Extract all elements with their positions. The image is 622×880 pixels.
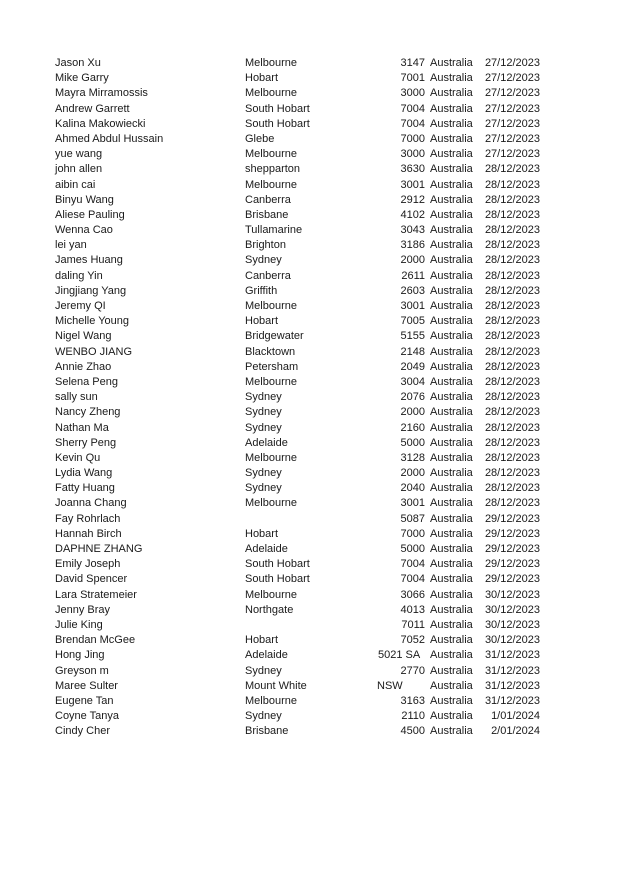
city-cell: Melbourne [245,148,297,161]
city-cell: Hobart [245,315,279,328]
name-cell: Emily Joseph [55,558,121,571]
country-cell: Australia [430,588,473,601]
name-cell: Mayra Mirramossis [55,87,148,100]
postcode-cell: 3001 [400,300,425,312]
table-row [0,360,622,375]
postcode-cell: 5021 SA [378,649,421,662]
table-row [0,451,622,466]
city-cell: Canberra [245,193,291,206]
date-cell: 29/12/2023 [484,558,540,571]
city-cell: Canberra [245,269,291,282]
table-row [0,603,622,618]
postcode-cell: 3630 [400,163,425,176]
date-cell: 28/12/2023 [484,284,540,297]
postcode-cell: 2912 [400,193,425,206]
table-row [0,329,622,344]
name-cell: Coyne Tanya [55,710,120,723]
postcode-cell: 5000 [400,436,425,449]
postcode-cell: 7005 [400,315,425,328]
postcode-cell: 5000 [400,543,425,555]
name-cell: Selena Peng [55,375,118,388]
country-cell: Australia [430,451,473,464]
country-cell: Australia [430,573,473,586]
country-cell: Australia [430,284,473,297]
table-row [0,117,622,132]
name-cell: James Huang [55,254,123,267]
country-cell: Australia [430,345,473,358]
city-cell: Melbourne [245,588,297,601]
city-cell: Brisbane [245,208,289,221]
date-cell: 30/12/2023 [484,618,540,631]
postcode-cell: 2148 [400,345,425,358]
city-cell: Glebe [245,132,275,145]
date-cell: 28/12/2023 [484,239,540,252]
table-row [0,193,622,208]
city-cell: Sydney [245,710,282,723]
country-cell: Australia [430,694,473,707]
name-cell: Jenny Bray [55,603,111,616]
table-row [0,132,622,147]
name-cell: Jason Xu [55,57,101,69]
date-cell: 31/12/2023 [484,679,540,692]
date-cell: 29/12/2023 [484,573,540,586]
city-cell: Sydney [245,467,282,480]
table-row [0,709,622,724]
country-cell: Australia [430,87,473,100]
name-cell: Kevin Qu [55,451,101,464]
date-cell: 29/12/2023 [484,512,540,525]
postcode-cell: 7001 [400,72,425,85]
table-row [0,633,622,648]
postcode-cell: 3163 [400,694,425,707]
name-cell: Maree Sulter [55,679,118,692]
city-cell: Melbourne [245,87,297,100]
date-cell: 28/12/2023 [484,391,540,404]
postcode-cell: 3004 [400,375,425,388]
date-cell: 27/12/2023 [484,117,540,130]
date-cell: 29/12/2023 [484,543,540,555]
postcode-cell: 3147 [400,57,425,69]
table-row [0,390,622,405]
country-cell: Australia [430,467,473,480]
name-cell: Binyu Wang [55,193,114,206]
name-cell: Nathan Ma [55,421,109,434]
date-cell: 27/12/2023 [484,87,540,100]
name-cell: Jingjiang Yang [55,284,127,297]
table-row [0,405,622,420]
postcode-cell: 2040 [400,482,425,495]
date-cell: 28/12/2023 [484,436,540,449]
name-cell: daling Yin [55,269,103,282]
date-cell: 28/12/2023 [484,345,540,358]
city-cell: Sydney [245,421,282,434]
country-cell: Australia [430,512,473,525]
table-row [0,542,622,557]
name-cell: Sherry Peng [55,436,117,449]
country-cell: Australia [430,725,473,738]
date-cell: 27/12/2023 [484,148,540,161]
name-cell: David Spencer [55,573,128,586]
country-cell: Australia [430,406,473,419]
date-cell: 28/12/2023 [484,482,540,495]
city-cell: Blacktown [245,345,296,358]
date-cell: 2/01/2024 [491,725,540,738]
city-cell: Sydney [245,254,282,267]
table-row [0,527,622,542]
city-cell: South Hobart [245,558,310,571]
date-cell: 28/12/2023 [484,300,540,312]
country-cell: Australia [430,375,473,388]
country-cell: Australia [430,102,473,115]
postcode-cell: 2000 [400,254,425,267]
name-cell: Cindy Cher [55,725,111,738]
postcode-cell: 4102 [400,208,425,221]
country-cell: Australia [430,330,473,343]
country-cell: Australia [430,224,473,237]
country-cell: Australia [430,664,473,677]
table-row [0,253,622,268]
date-cell: 31/12/2023 [484,649,540,662]
postcode-cell: 2770 [400,664,425,677]
city-cell: Petersham [245,360,299,373]
date-cell: 31/12/2023 [484,664,540,677]
city-cell: Sydney [245,406,282,419]
country-cell: Australia [430,558,473,571]
name-cell: Jeremy QI [55,300,106,312]
country-cell: Australia [430,148,473,161]
name-cell: lei yan [55,239,87,252]
table-row [0,102,622,117]
table-row [0,557,622,572]
name-cell: Lara Stratemeier [55,588,137,601]
country-cell: Australia [430,710,473,723]
table-row [0,664,622,679]
date-cell: 27/12/2023 [484,132,540,145]
table-row [0,724,622,739]
date-cell: 28/12/2023 [484,208,540,221]
postcode-cell: 2000 [400,467,425,480]
postcode-cell: 2110 [401,710,425,723]
date-cell: 31/12/2023 [484,694,540,707]
table-row [0,679,622,694]
name-cell: aibin cai [55,178,96,191]
table-row [0,375,622,390]
name-cell: Julie King [55,618,103,631]
name-cell: DAPHNE ZHANG [55,543,143,555]
postcode-cell: 3001 [400,178,425,191]
city-cell: South Hobart [245,117,310,130]
city-cell: Brighton [245,239,286,252]
name-cell: Aliese Pauling [55,208,125,221]
name-cell: Lydia Wang [55,467,113,480]
table-row [0,269,622,284]
country-cell: Australia [430,269,473,282]
name-cell: Greyson m [55,664,109,677]
postcode-cell: 7004 [400,102,425,115]
table-row [0,238,622,253]
name-cell: Brendan McGee [55,634,136,647]
date-cell: 27/12/2023 [484,102,540,115]
postcode-cell: 2000 [400,406,425,419]
name-cell: Wenna Cao [55,224,113,237]
country-cell: Australia [430,649,473,662]
country-cell: Australia [430,436,473,449]
name-cell: Andrew Garrett [55,102,130,115]
country-cell: Australia [430,239,473,252]
country-cell: Australia [430,527,473,540]
country-cell: Australia [430,208,473,221]
postcode-cell: 7004 [400,558,425,571]
table-row [0,588,622,603]
city-cell: Sydney [245,482,282,495]
date-cell: 27/12/2023 [484,57,540,69]
postcode-cell: 2611 [401,269,425,282]
city-cell: Sydney [245,664,282,677]
postcode-cell: 3128 [400,451,425,464]
table-row [0,466,622,481]
date-cell: 30/12/2023 [484,634,540,647]
country-cell: Australia [430,57,473,69]
date-cell: 28/12/2023 [484,178,540,191]
postcode-cell: 2603 [400,284,425,297]
country-cell: Australia [430,117,473,130]
country-cell: Australia [430,315,473,328]
city-cell: Adelaide [245,436,288,449]
table-row [0,694,622,709]
date-cell: 27/12/2023 [484,72,540,85]
postcode-cell: 7000 [400,527,425,540]
city-cell: Melbourne [245,300,297,312]
city-cell: Melbourne [245,57,297,69]
table-row [0,147,622,162]
postcode-cell: 7000 [400,132,425,145]
date-cell: 28/12/2023 [484,269,540,282]
city-cell: Brisbane [245,725,289,738]
name-cell: john allen [55,163,103,176]
date-cell: 28/12/2023 [484,224,540,237]
city-cell: South Hobart [245,102,310,115]
city-cell: Hobart [245,72,279,85]
table-row [0,299,622,314]
country-cell: Australia [430,679,473,692]
city-cell: Sydney [245,391,282,404]
country-cell: Australia [430,132,473,145]
city-cell: Hobart [245,527,279,540]
table-row [0,56,622,71]
date-cell: 29/12/2023 [484,527,540,540]
date-cell: 28/12/2023 [484,193,540,206]
postcode-cell: 3001 [400,497,425,510]
date-cell: 28/12/2023 [484,467,540,480]
date-cell: 28/12/2023 [484,421,540,434]
name-cell: Hong Jing [55,649,105,662]
country-cell: Australia [430,391,473,404]
country-cell: Australia [430,254,473,267]
country-cell: Australia [430,482,473,495]
name-cell: Eugene Tan [55,694,114,707]
country-cell: Australia [430,193,473,206]
country-cell: Australia [430,618,473,631]
postcode-cell: 2049 [400,360,425,373]
city-cell: Adelaide [245,543,288,555]
table-row [0,178,622,193]
country-cell: Australia [430,421,473,434]
postcode-cell: 7011 [401,618,425,631]
country-cell: Australia [430,634,473,647]
country-cell: Australia [430,360,473,373]
postcode-cell: 3066 [400,588,425,601]
table-row [0,284,622,299]
postcode-cell: 4013 [400,603,425,616]
postcode-cell: 3186 [400,239,425,252]
name-cell: WENBO JIANG [55,345,133,358]
table-row [0,314,622,329]
name-cell: Michelle Young [55,315,130,328]
table-row [0,223,622,238]
date-cell: 28/12/2023 [484,406,540,419]
date-cell: 28/12/2023 [484,163,540,176]
postcode-cell: 2160 [400,421,425,434]
country-cell: Australia [430,543,473,555]
name-cell: Mike Garry [55,72,109,85]
city-cell: Mount White [245,679,307,692]
postcode-cell: 3043 [400,224,425,237]
city-cell: Northgate [245,603,294,616]
city-cell: Bridgewater [245,330,304,343]
name-cell: Fay Rohrlach [55,512,121,525]
postcode-cell: 5155 [400,330,425,343]
city-cell: Melbourne [245,178,297,191]
country-cell: Australia [430,72,473,85]
city-cell: Griffith [245,284,278,297]
table-row [0,436,622,451]
date-cell: 30/12/2023 [484,603,540,616]
date-cell: 1/01/2024 [491,710,540,723]
name-cell: Joanna Chang [55,497,127,510]
postcode-cell: 5087 [400,512,425,525]
date-cell: 28/12/2023 [484,451,540,464]
table-row [0,512,622,527]
date-cell: 28/12/2023 [484,375,540,388]
name-cell: sally sun [55,391,98,404]
date-cell: 28/12/2023 [484,497,540,510]
table-row [0,481,622,496]
name-cell: Ahmed Abdul Hussain [55,132,164,145]
city-cell: South Hobart [245,573,310,586]
country-cell: Australia [430,497,473,510]
city-cell: Hobart [245,634,279,647]
name-cell: Nancy Zheng [55,406,121,419]
table-row [0,162,622,177]
postcode-cell: 3000 [400,87,425,100]
postcode-cell: 3000 [400,148,425,161]
table-row [0,648,622,663]
table-row [0,345,622,360]
country-cell: Australia [430,178,473,191]
name-cell: yue wang [55,148,103,161]
date-cell: 28/12/2023 [484,254,540,267]
name-cell: Fatty Huang [55,482,115,495]
date-cell: 28/12/2023 [484,360,540,373]
postcode-cell: 4500 [400,725,425,738]
name-cell: Annie Zhao [55,360,112,373]
postcode-cell: 7052 [400,634,425,647]
country-cell: Australia [430,163,473,176]
table-row [0,496,622,511]
city-cell: Adelaide [245,649,288,662]
country-cell: Australia [430,300,473,312]
table-row [0,572,622,587]
postcode-cell: 7004 [400,573,425,586]
city-cell: Melbourne [245,451,297,464]
table-row [0,421,622,436]
city-cell: Melbourne [245,694,297,707]
table-row [0,71,622,86]
name-cell: Hannah Birch [55,527,122,540]
city-cell: Tullamarine [245,224,303,237]
date-cell: 28/12/2023 [484,330,540,343]
name-cell: Kalina Makowiecki [55,117,146,130]
date-cell: 30/12/2023 [484,588,540,601]
date-cell: 28/12/2023 [484,315,540,328]
table-row [0,618,622,633]
city-cell: Melbourne [245,497,297,510]
name-cell: Nigel Wang [55,330,112,343]
postcode-cell: 2076 [400,391,425,404]
country-cell: Australia [430,603,473,616]
postcode-cell: NSW [377,679,403,692]
table-row [0,86,622,101]
spreadsheet-table [0,56,622,739]
postcode-cell: 7004 [400,117,425,130]
city-cell: shepparton [245,163,301,176]
city-cell: Melbourne [245,375,297,388]
table-row [0,208,622,223]
